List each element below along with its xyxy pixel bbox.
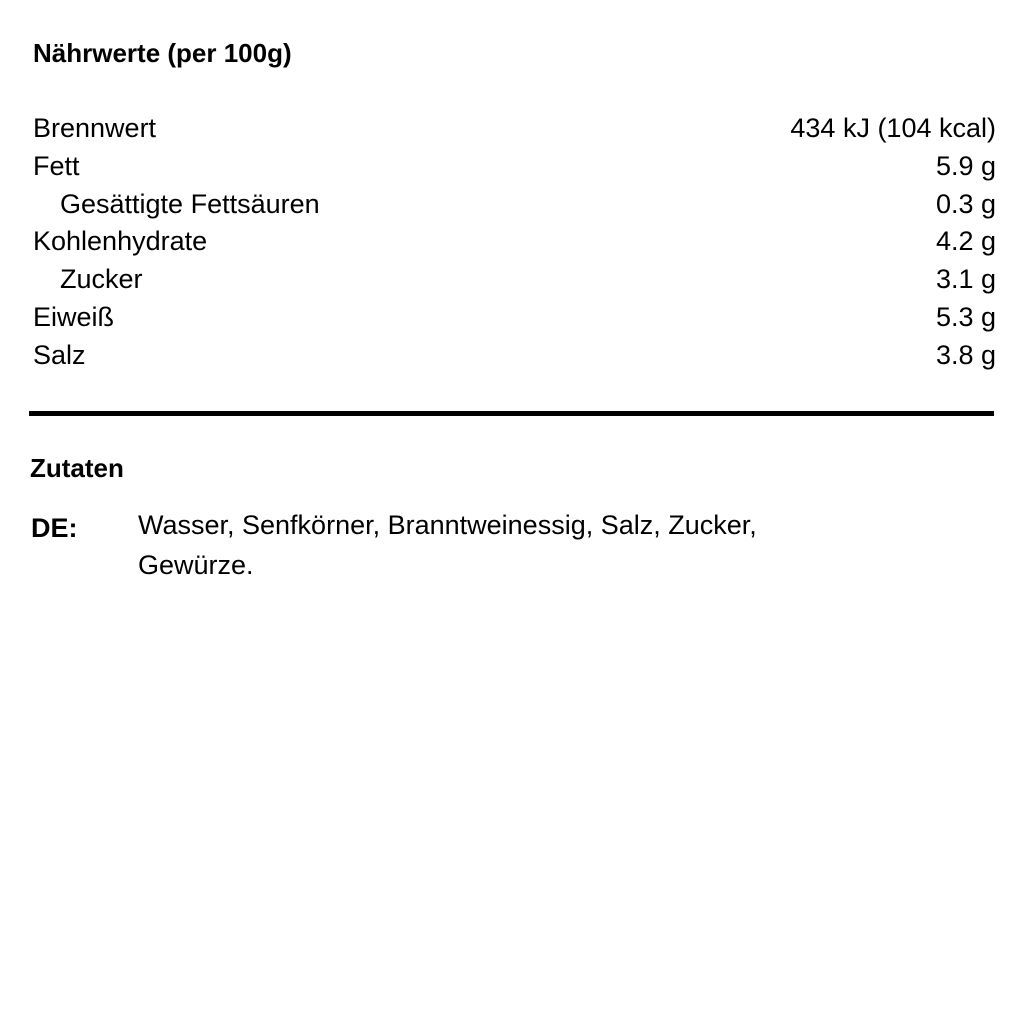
ingredients-title: Zutaten [30,453,124,483]
nutrient-row-sugar [33,261,996,299]
section-divider [29,411,994,416]
nutrient-value: 3.8 g [935,339,996,370]
nutrient-row-carbohydrates [33,223,996,261]
nutrition-title: Nährwerte (per 100g) [33,38,292,68]
ingredients-text [138,505,898,585]
nutrient-value: 5.9 g [935,150,996,181]
nutrient-value: 3.1 g [935,264,996,295]
nutrient-label: Fett [33,150,80,181]
nutrition-table [33,110,996,375]
nutrient-row-protein [33,299,996,337]
language-code: DE: [31,513,78,543]
nutrient-row-fat [33,148,996,186]
nutrient-value: 434 kJ (104 kcal) [790,113,996,143]
nutrient-label: Kohlenhydrate [33,226,208,257]
nutrient-row-saturated-fat [33,186,996,224]
nutrient-row-energy [33,110,996,148]
nutrient-label: Zucker [60,264,143,295]
nutrient-label: Eiweiß [33,301,115,332]
nutrient-value: 5.3 g [935,301,996,332]
ingredients-line: Wasser, Senfkörner, Branntweinessig, Salz, Zucker, [138,510,757,540]
nutrient-label: Salz [33,339,86,370]
nutrient-label: Gesättigte Fettsäuren [60,188,320,219]
ingredients-line: Gewürze. [138,550,254,580]
nutrient-value: 4.2 g [935,226,996,257]
nutrient-label: Brennwert [33,113,157,143]
nutrient-row-salt [33,337,996,375]
nutrient-value: 0.3 g [935,188,996,219]
